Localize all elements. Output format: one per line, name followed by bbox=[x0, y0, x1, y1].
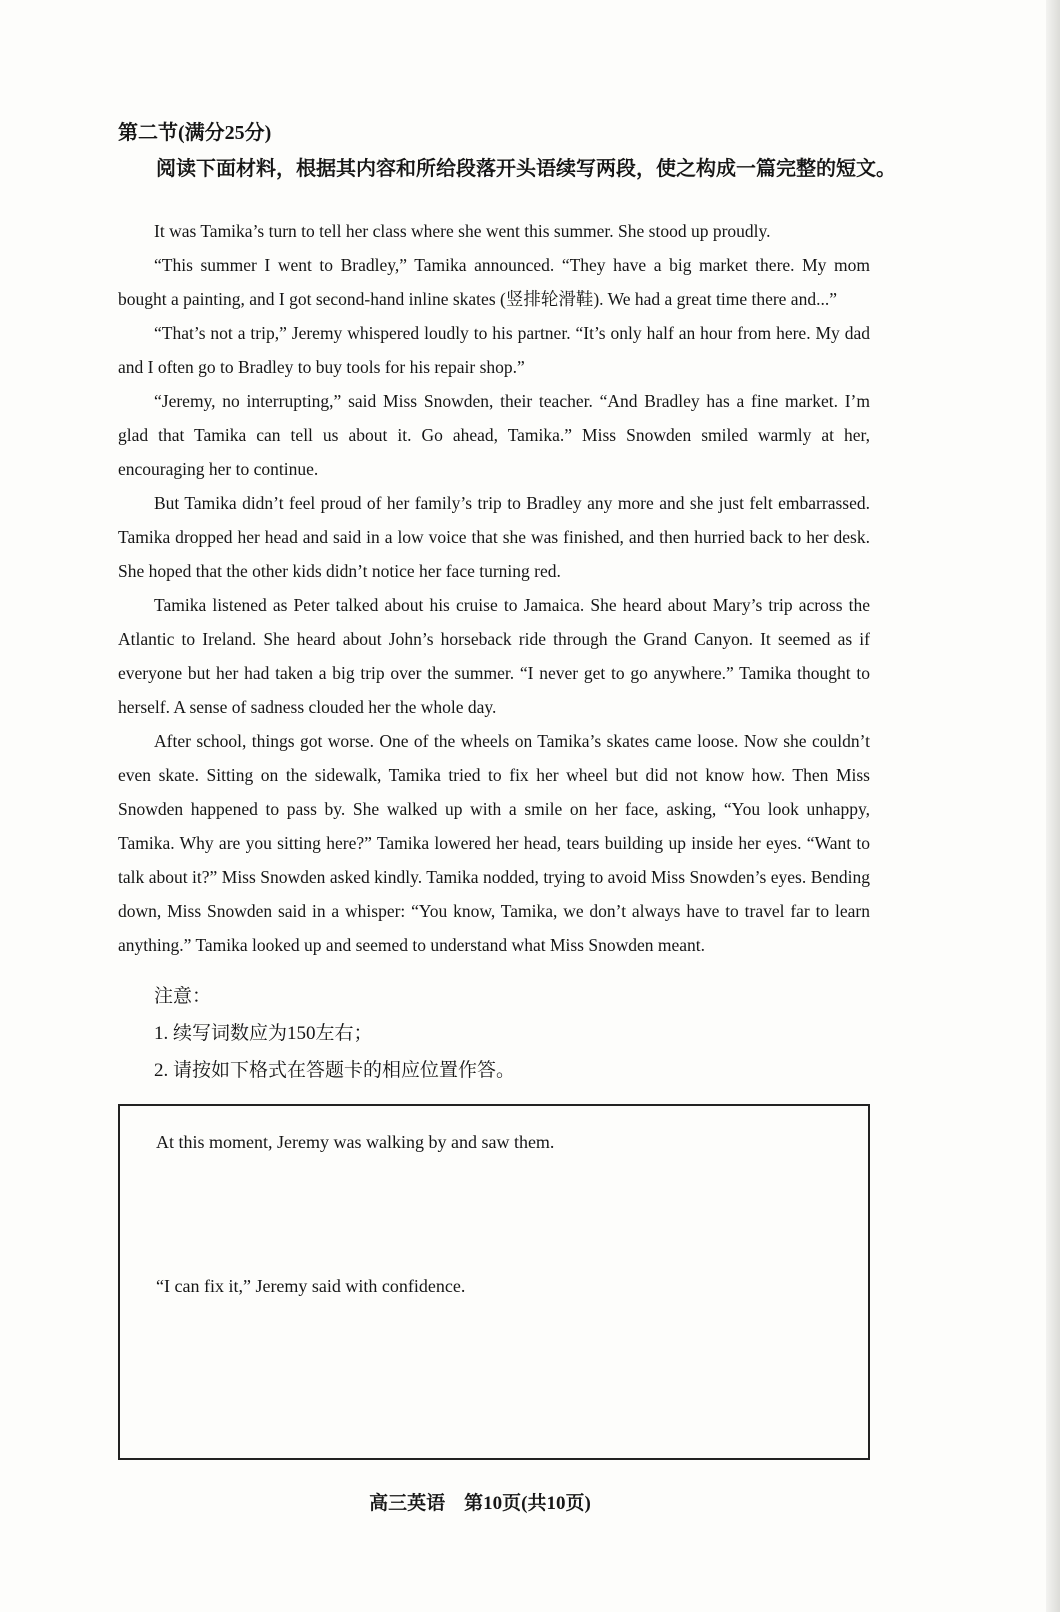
story-paragraph: “Jeremy, no interrupting,” said Miss Snowden, their teacher. “And Bradley has a fine market. I’m glad that Tamika can tell us about it. Go ahead, Tamika.” Miss Snowden smiled warmly at her, encouraging her to continue. bbox=[118, 391, 870, 479]
story-paragraph: It was Tamika’s turn to tell her class where she went this summer. She stood up proudly. bbox=[154, 221, 771, 241]
story-passage bbox=[118, 214, 870, 962]
task-instruction: 阅读下面材料，根据其内容和所给段落开头语续写两段，使之构成一篇完整的短文。 bbox=[156, 158, 896, 180]
paragraph-opener-1: At this moment, Jeremy was walking by and saw them. bbox=[156, 1132, 555, 1152]
story-paragraph: But Tamika didn’t feel proud of her family’s trip to Bradley any more and she just felt embarrassed. Tamika dropped her head and said in a low voice that she was finished, and then hurried back to her desk. She hoped that the other kids didn’t notice her face turning red. bbox=[118, 493, 870, 581]
paragraph-opener-2: “I can fix it,” Jeremy said with confidence. bbox=[156, 1276, 466, 1296]
story-paragraph: “This summer I went to Bradley,” Tamika announced. “They have a big market there. My mom bought a painting, and I got second-hand inline skates (竖排轮滑鞋). We had a great time there and...” bbox=[118, 255, 870, 309]
answer-box[interactable] bbox=[118, 1104, 870, 1460]
notes-heading: 注意： bbox=[154, 986, 212, 1007]
note-item: 1. 续写词数应为150左右； bbox=[154, 1023, 373, 1044]
scan-edge-shadow bbox=[1046, 0, 1060, 1612]
story-paragraph: “That’s not a trip,” Jeremy whispered loudly to his partner. “It’s only half an hour from here. My dad and I often go to Bradley to buy tools for his repair shop.” bbox=[118, 323, 870, 377]
story-paragraph: Tamika listened as Peter talked about his cruise to Jamaica. She heard about Mary’s trip across the Atlantic to Ireland. She heard about John’s horseback ride through the Grand Canyon. It seemed as if everyone but her had taken a big trip over the summer. “I never get to go anywhere.” Tamika thought to herself. A sense of sadness clouded her the whole day. bbox=[118, 595, 870, 717]
notes-section bbox=[154, 978, 515, 1089]
section-title: 第二节(满分25分) bbox=[118, 122, 272, 144]
story-paragraph: After school, things got worse. One of the wheels on Tamika’s skates came loose. Now she couldn’t even skate. Sitting on the sidewalk, Tamika tried to fix her wheel but did not know how. Then Miss Snowden happened to pass by. She walked up with a smile on her face, asking, “You look unhappy, Tamika. Why are you sitting here?” Tamika lowered her head, tears building up inside her eyes. “Want to talk about it?” Miss Snowden asked kindly. Tamika nodded, trying to avoid Miss Snowden’s eyes. Bending down, Miss Snowden said in a whisper: “You know, Tamika, we don’t always have to travel far to learn anything.” Tamika looked up and seemed to understand what Miss Snowden meant. bbox=[118, 731, 870, 955]
page-footer: 高三英语 第10页(共10页) bbox=[369, 1493, 591, 1514]
note-item: 2. 请按如下格式在答题卡的相应位置作答。 bbox=[154, 1060, 516, 1081]
